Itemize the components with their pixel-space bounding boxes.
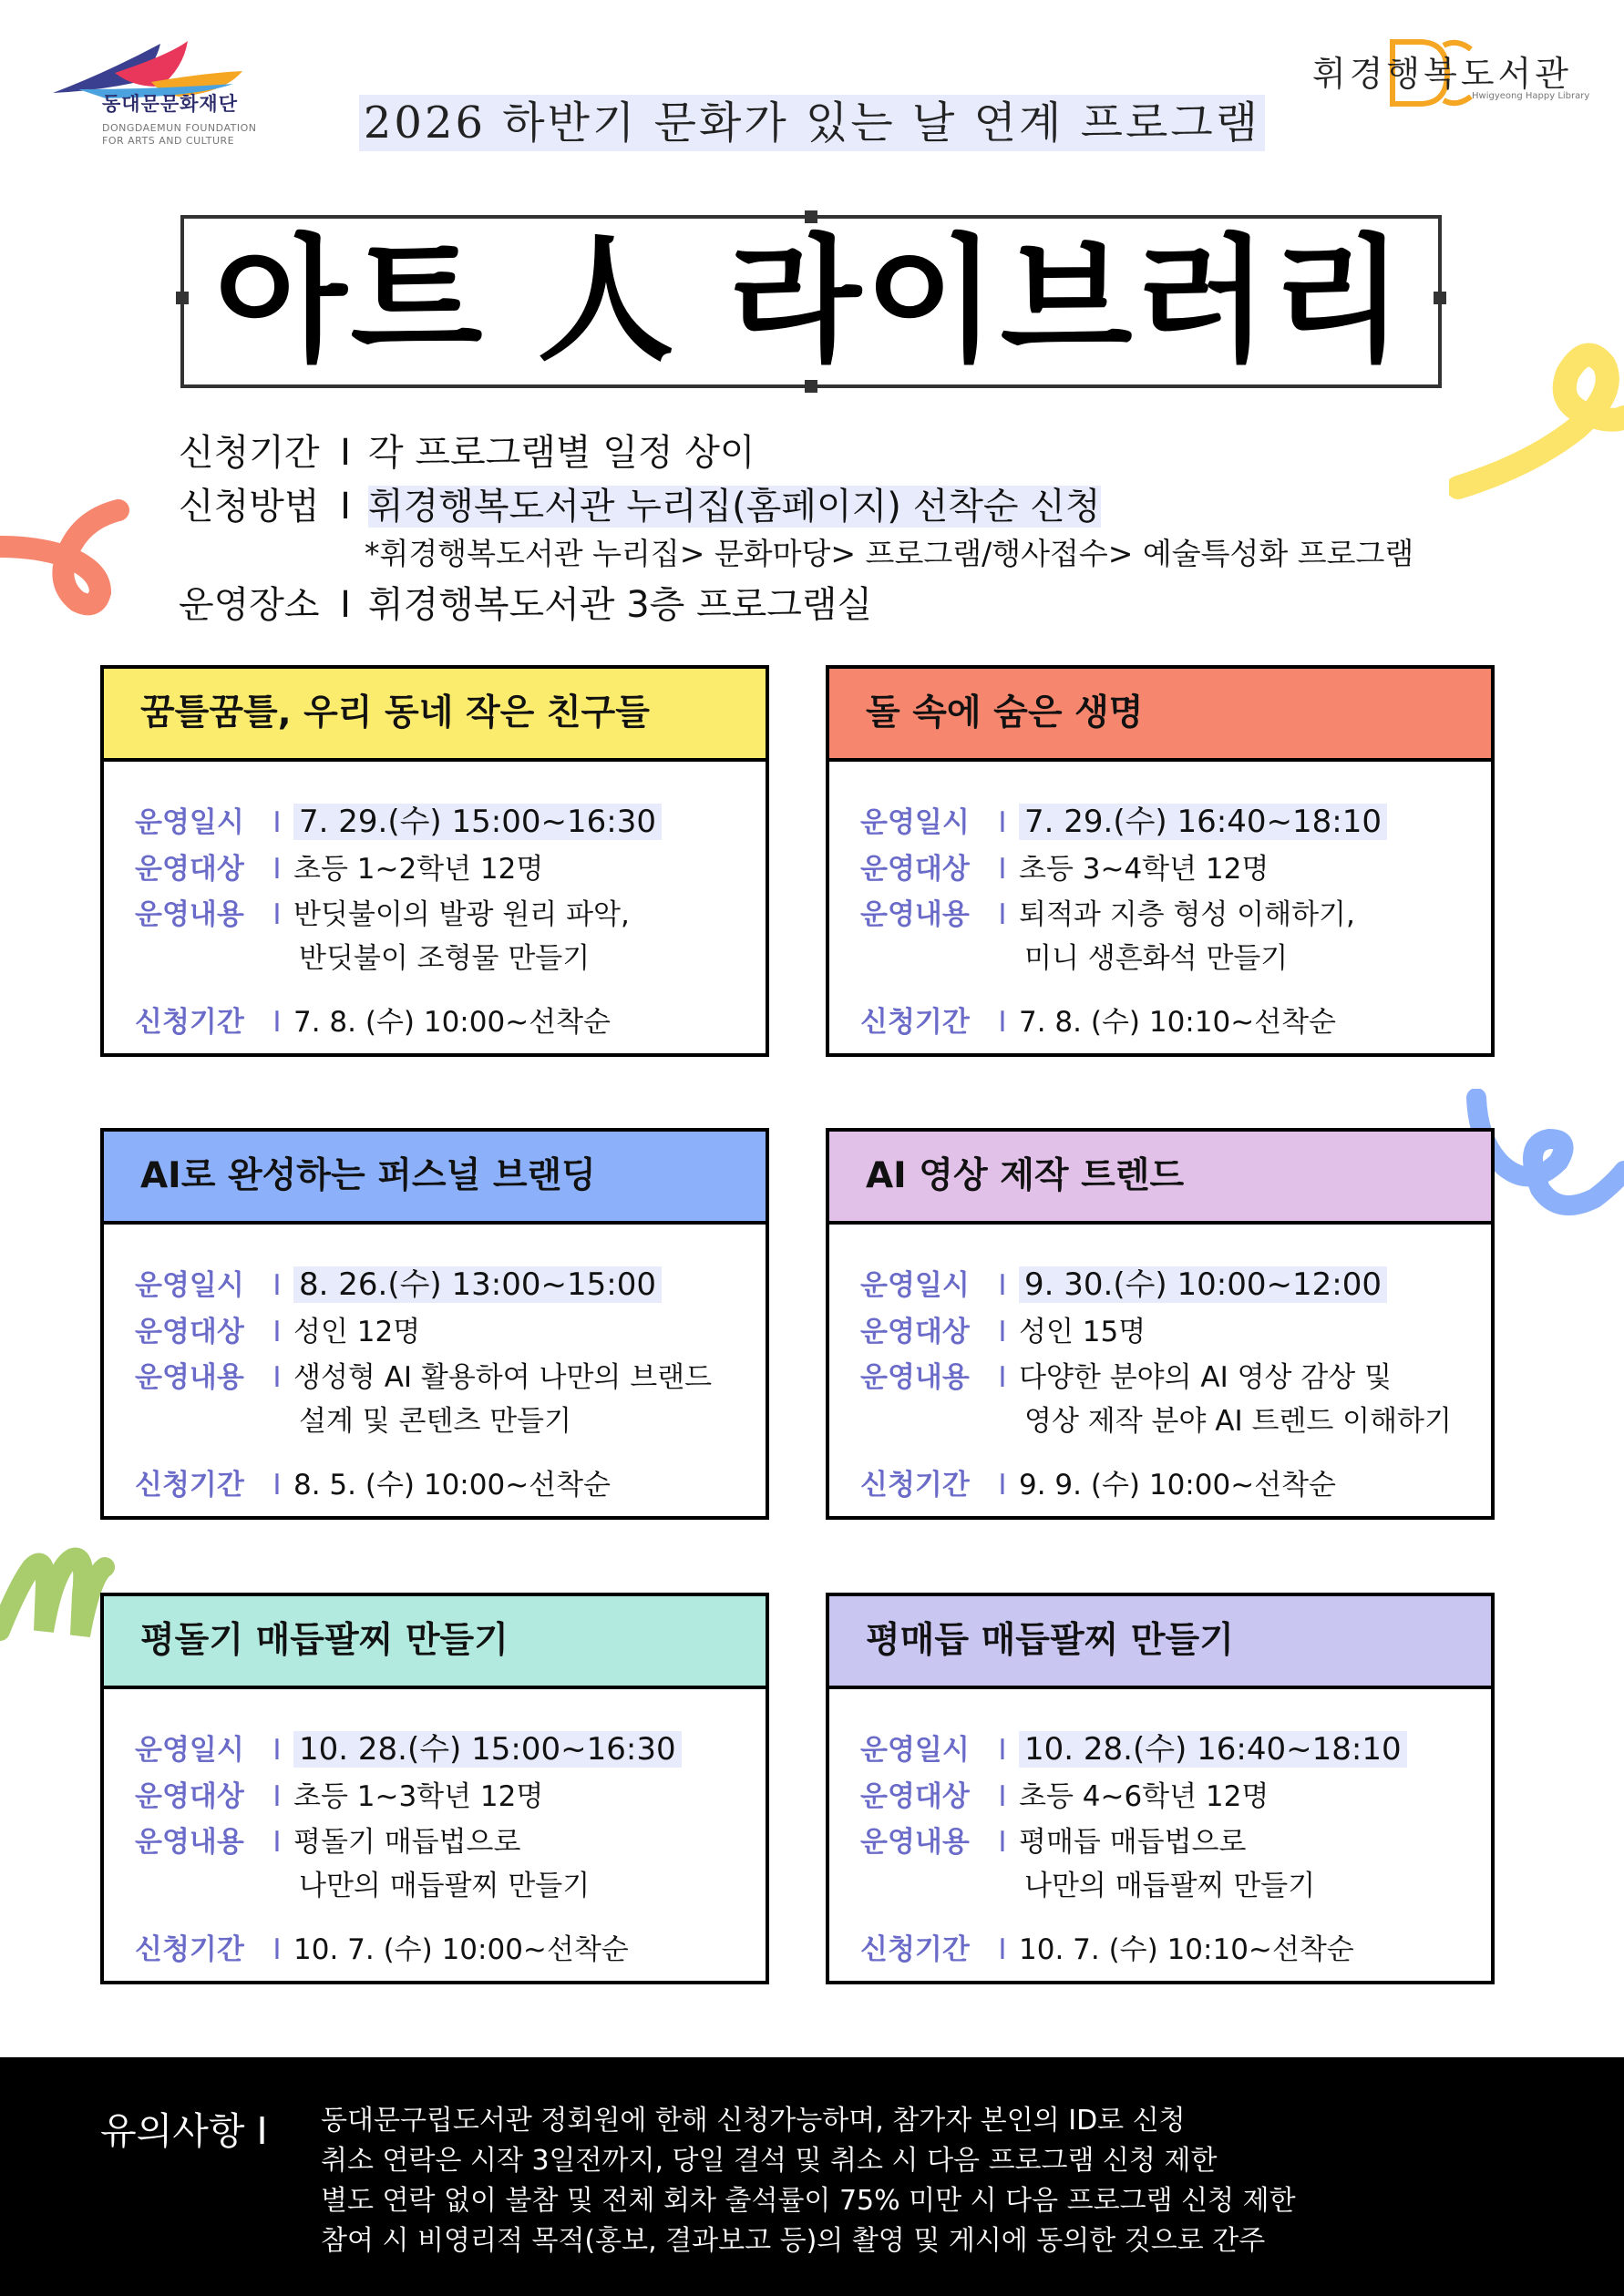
notice-footer — [0, 2057, 1624, 2296]
program-apply-period-row — [135, 1926, 629, 1967]
program-apply-period-row — [860, 999, 1336, 1040]
program-apply-period: 8. 5. (수) 10:00~선착순 — [293, 1469, 611, 1502]
info-apply-period — [179, 424, 755, 476]
foundation-name-en: DONGDAEMUN FOUNDATION — [102, 122, 257, 134]
field-label: 운영대상 — [860, 1780, 970, 1813]
program-target-row — [860, 1308, 1146, 1349]
title-frame — [180, 215, 1442, 388]
field-label: 신청기간 — [135, 1469, 244, 1502]
field-label: 운영내용 — [135, 1826, 244, 1859]
field-label: 운영대상 — [135, 1780, 244, 1813]
field-label: 운영일시 — [135, 806, 244, 839]
field-label: 신청기간 — [135, 1006, 244, 1039]
field-separator: I — [272, 1734, 282, 1767]
field-separator: I — [272, 1316, 282, 1348]
info-value: 각 프로그램별 일정 상이 — [368, 432, 755, 474]
program-target: 초등 4~6학년 12명 — [1019, 1780, 1269, 1813]
field-label: 신청기간 — [860, 1933, 970, 1966]
info-separator: I — [340, 432, 351, 474]
program-card — [826, 665, 1495, 1057]
field-separator: I — [998, 806, 1007, 839]
info-label: 운영장소 — [179, 584, 320, 626]
field-separator: I — [272, 898, 282, 931]
field-separator: I — [272, 806, 282, 839]
library-logo — [1312, 36, 1590, 109]
program-content: 반딧불이의 발광 원리 파악, — [293, 898, 630, 931]
program-apply-period-row — [860, 1461, 1336, 1502]
program-card — [100, 1128, 769, 1520]
foundation-logo — [51, 36, 270, 146]
program-content-row — [135, 1819, 520, 1860]
program-date-row — [135, 1259, 662, 1304]
program-date-row — [860, 1724, 1407, 1768]
program-card — [826, 1128, 1495, 1520]
program-title: 꿈틀꿈틀, 우리 동네 작은 친구들 — [104, 669, 766, 762]
program-content-row — [860, 1354, 1392, 1395]
field-separator: I — [272, 1269, 282, 1302]
program-date-row — [135, 1724, 682, 1768]
field-separator: I — [998, 1006, 1007, 1039]
program-date: 8. 26.(수) 13:00~15:00 — [293, 1266, 662, 1303]
info-separator: I — [340, 584, 351, 626]
program-content-2: 나만의 매듭팔찌 만들기 — [299, 1870, 591, 1902]
field-label: 운영내용 — [860, 898, 970, 931]
field-label: 운영대상 — [860, 1316, 970, 1348]
field-separator: I — [998, 1780, 1007, 1813]
field-separator: I — [998, 1361, 1007, 1394]
field-label: 운영일시 — [860, 806, 970, 839]
program-target-row — [135, 1308, 420, 1349]
program-apply-period-row — [860, 1926, 1354, 1967]
field-separator: I — [272, 853, 282, 886]
field-label: 신청기간 — [135, 1933, 244, 1966]
field-separator: I — [998, 853, 1007, 886]
program-content-row — [135, 891, 630, 932]
foundation-name-ko: 동대문문화재단 — [102, 93, 239, 115]
program-content-2: 미니 생흔화석 만들기 — [1024, 942, 1289, 975]
program-date-row — [860, 796, 1387, 841]
field-label: 운영내용 — [135, 1361, 244, 1394]
program-apply-period-row — [135, 1461, 611, 1502]
info-note: *휘경행복도서관 누리집> 문화마당> 프로그램/행사접수> 예술특성화 프로그램 — [365, 536, 1414, 571]
program-target: 초등 3~4학년 12명 — [1019, 853, 1269, 886]
program-date: 10. 28.(수) 15:00~16:30 — [293, 1731, 682, 1768]
program-target: 성인 12명 — [293, 1316, 421, 1348]
program-target-row — [135, 846, 543, 887]
field-label: 운영내용 — [860, 1826, 970, 1859]
field-label: 운영일시 — [135, 1734, 244, 1767]
field-separator: I — [998, 1933, 1007, 1966]
field-separator: I — [998, 1469, 1007, 1502]
program-content-2: 영상 제작 분야 AI 트렌드 이해하기 — [1024, 1405, 1452, 1438]
notice-line: 참여 시 비영리적 목적(홍보, 결과보고 등)의 촬영 및 게시에 동의한 것으로 간주 — [321, 2225, 1266, 2257]
notice-title: 유의사항 I — [100, 2109, 268, 2153]
field-separator: I — [272, 1780, 282, 1813]
library-name-en: Hwigyeong Happy Library — [1472, 91, 1590, 101]
field-separator: I — [272, 1469, 282, 1502]
program-content-2: 반딧불이 조형물 만들기 — [299, 942, 591, 975]
info-value: 휘경행복도서관 3층 프로그램실 — [368, 584, 873, 626]
program-apply-period-row — [135, 999, 611, 1040]
program-content: 생성형 AI 활용하여 나만의 브랜드 — [293, 1361, 713, 1394]
field-separator: I — [998, 1316, 1007, 1348]
field-separator: I — [998, 1269, 1007, 1302]
notice-line: 취소 연락은 시작 3일전까지, 당일 결석 및 취소 시 다음 프로그램 신청 제한 — [321, 2145, 1218, 2177]
program-title: 평돌기 매듭팔찌 만들기 — [104, 1596, 766, 1689]
program-date: 7. 29.(수) 15:00~16:30 — [293, 804, 662, 840]
program-target: 성인 15명 — [1019, 1316, 1146, 1348]
info-label: 신청기간 — [179, 432, 320, 474]
subtitle: 2026 하반기 문화가 있는 날 연계 프로그램 — [359, 95, 1265, 151]
field-separator: I — [998, 1826, 1007, 1859]
program-card — [100, 665, 769, 1057]
library-name-ko: 휘경행복도서관 — [1312, 54, 1572, 94]
field-label: 운영대상 — [135, 853, 244, 886]
field-label: 운영내용 — [860, 1361, 970, 1394]
info-value: 휘경행복도서관 누리집(홈페이지) 선착순 신청 — [368, 486, 1101, 528]
coral-squiggle-icon — [0, 483, 146, 620]
program-content-row — [860, 891, 1355, 932]
program-date: 7. 29.(수) 16:40~18:10 — [1019, 804, 1387, 840]
program-date: 9. 30.(수) 10:00~12:00 — [1019, 1266, 1387, 1303]
field-label: 운영일시 — [135, 1269, 244, 1302]
field-label: 신청기간 — [860, 1469, 970, 1502]
field-label: 운영일시 — [860, 1269, 970, 1302]
program-target-row — [860, 1773, 1269, 1814]
program-apply-period: 10. 7. (수) 10:00~선착순 — [293, 1933, 629, 1966]
notice-line: 동대문구립도서관 정회원에 한해 신청가능하며, 참가자 본인의 ID로 신청 — [321, 2105, 1186, 2137]
info-apply-method — [179, 477, 1101, 529]
field-separator: I — [272, 1006, 282, 1039]
program-title: AI로 완성하는 퍼스널 브랜딩 — [104, 1132, 766, 1225]
foundation-name-en-2: FOR ARTS AND CULTURE — [102, 135, 235, 147]
field-separator: I — [272, 1361, 282, 1394]
program-content: 평돌기 매듭법으로 — [293, 1826, 521, 1859]
notice-line: 별도 연락 없이 불참 및 전체 회차 출석률이 75% 미만 시 다음 프로그램 신청 제한 — [321, 2185, 1296, 2217]
field-label: 운영내용 — [135, 898, 244, 931]
program-target: 초등 1~3학년 12명 — [293, 1780, 544, 1813]
program-title: AI 영상 제작 트렌드 — [829, 1132, 1491, 1225]
field-label: 신청기간 — [860, 1006, 970, 1039]
program-date: 10. 28.(수) 16:40~18:10 — [1019, 1731, 1407, 1768]
program-content-row — [135, 1354, 712, 1395]
field-label: 운영대상 — [135, 1316, 244, 1348]
yellow-squiggle-icon — [1449, 328, 1624, 510]
program-date-row — [135, 796, 662, 841]
program-date-row — [860, 1259, 1387, 1304]
program-apply-period: 7. 8. (수) 10:00~선착순 — [293, 1006, 611, 1039]
info-location — [179, 576, 872, 628]
program-content: 퇴적과 지층 형성 이해하기, — [1019, 898, 1355, 931]
program-content: 다양한 분야의 AI 영상 감상 및 — [1019, 1361, 1393, 1394]
page-title: 아트 人 라이브러리 — [214, 222, 1408, 381]
program-target: 초등 1~2학년 12명 — [293, 853, 544, 886]
field-label: 운영대상 — [860, 853, 970, 886]
field-separator: I — [998, 898, 1007, 931]
program-apply-period: 7. 8. (수) 10:10~선착순 — [1019, 1006, 1336, 1039]
program-target-row — [135, 1773, 543, 1814]
field-separator: I — [272, 1933, 282, 1966]
info-separator: I — [340, 486, 351, 528]
field-separator: I — [272, 1826, 282, 1859]
program-title: 평매듭 매듭팔찌 만들기 — [829, 1596, 1491, 1689]
field-separator: I — [998, 1734, 1007, 1767]
program-content-2: 설계 및 콘텐츠 만들기 — [299, 1405, 572, 1438]
field-label: 운영일시 — [860, 1734, 970, 1767]
program-content: 평매듭 매듭법으로 — [1019, 1826, 1247, 1859]
program-apply-period: 10. 7. (수) 10:10~선착순 — [1019, 1933, 1354, 1966]
info-label: 신청방법 — [179, 486, 320, 528]
program-apply-period: 9. 9. (수) 10:00~선착순 — [1019, 1469, 1336, 1502]
program-card — [826, 1593, 1495, 1984]
program-target-row — [860, 846, 1269, 887]
program-content-2: 나만의 매듭팔찌 만들기 — [1024, 1870, 1316, 1902]
program-card — [100, 1593, 769, 1984]
program-content-row — [860, 1819, 1246, 1860]
program-title: 돌 속에 숨은 생명 — [829, 669, 1491, 762]
